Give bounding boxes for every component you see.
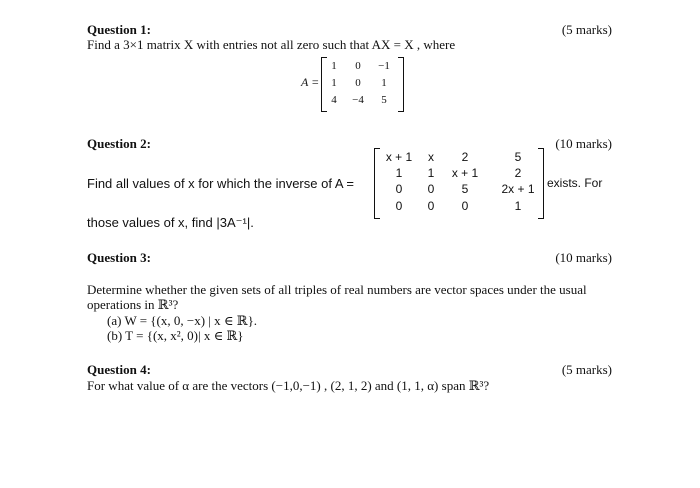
matrix-cell: x + 1 [385,150,413,164]
q2-text-before: Find all values of x for which the inverse of A = [87,176,355,191]
q2-matrix [340,147,550,220]
q2-text-line2: those values of x, find |3A⁻¹|. [87,215,254,230]
matrix-right-bracket [398,57,404,112]
matrix-cell: x + 1 [451,166,479,180]
matrix-cell: 1 [427,166,435,180]
q3-part-a: (a) W = {(x, 0, −x) | x ∈ ℝ}. [107,313,258,328]
matrix-cell: 5 [461,182,469,196]
matrix-cell: 1 [331,77,337,89]
q1-matrix-label: A = [301,75,320,89]
q4-marks: (5 marks) [561,362,612,377]
matrix-cell: 0 [427,199,435,213]
matrix-cell: 2 [461,150,469,164]
matrix-cell: 0 [461,199,469,213]
matrix-cell: 0 [395,182,403,196]
matrix-cell: 1 [514,199,522,213]
matrix-cell: 5 [381,94,387,106]
matrix-cell: 0 [427,182,435,196]
matrix-cell: 4 [331,94,337,106]
q1-text: Find a 3×1 matrix X with entries not all zero such that AX = X , where [87,37,456,52]
q3-text-line1: Determine whether the given sets of all triples of real numbers are vector spaces under the usual [87,282,587,297]
matrix-cell: −1 [378,60,390,72]
q1-title: Question 1: [87,22,151,37]
matrix-cell: 1 [331,60,337,72]
matrix-cell: x [428,150,434,164]
matrix-cell: 1 [395,166,403,180]
q2-text-after: exists. For [547,176,603,190]
matrix-cell: 1 [381,77,387,89]
q3-text-line2: operations in ℝ³? [87,297,179,312]
matrix-cell: 2 [514,166,522,180]
matrix-cell: 2x + 1 [501,182,535,196]
q1-matrix [301,56,407,112]
q3-part-b: (b) T = {(x, x², 0)| x ∈ ℝ} [107,328,244,343]
matrix-cell: −4 [352,94,364,106]
q4-title: Question 4: [87,362,151,377]
q2-marks: (10 marks) [555,136,612,151]
q3-marks: (10 marks) [555,250,612,265]
q1-marks: (5 marks) [561,22,612,37]
matrix-cell: 5 [514,150,522,164]
matrix-cell: 0 [355,60,361,72]
matrix-cell: 0 [395,199,403,213]
matrix-cell: 0 [355,77,361,89]
q4-text: For what value of α are the vectors (−1,0,−1) , (2, 1, 2) and (1, 1, α) span ℝ³? [87,378,490,393]
q2-title: Question 2: [87,136,151,151]
q3-title: Question 3: [87,250,151,265]
